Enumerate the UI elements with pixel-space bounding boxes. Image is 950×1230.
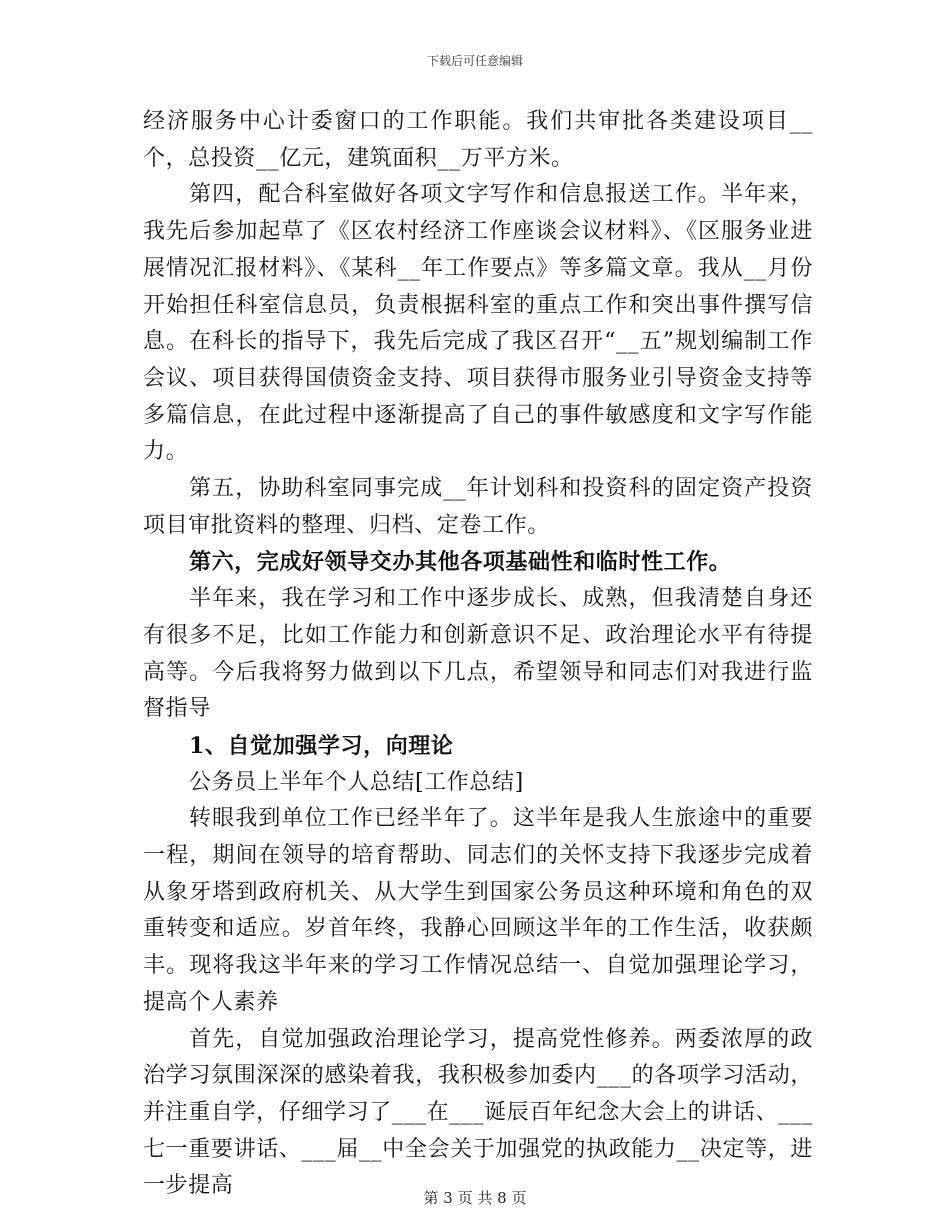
page-header: 下载后可任意编辑 (426, 54, 523, 68)
paragraph-1: 经济服务中心计委窗口的工作职能。我们共审批各类建设项目__个，总投资__亿元，建筑面积__万平方米。 (143, 109, 813, 171)
page-footer: 第 3 页 共 8 页 (423, 1189, 527, 1207)
paragraph-7-title: 公务员上半年个人总结[工作总结] (189, 769, 524, 795)
paragraph-3: 第五，协助科室同事完成__年计划科和投资科的固定资产投资项目审批资料的整理、归档、定卷工作。 (143, 476, 813, 538)
paragraph-6-heading: 1、自觉加强学习，向理论 (189, 732, 454, 759)
paragraph-8: 转眼我到单位工作已经半年了。这半年是我人生旅途中的重要一程，期间在领导的培育帮助、同志们的关怀支持下我逐步完成着从象牙塔到政府机关、从大学生到国家公务员这种环境和角色的双重转变和适应。岁首年终，我静心回顾这半年的工作生活，收获颇丰。现将我这半年来的学习工作情况总结一、自觉加强理论学习，提高个人素养 (143, 806, 813, 1015)
document-body (143, 104, 813, 1205)
paragraph-5: 半年来，我在学习和工作中逐步成长、成熟，但我清楚自身还有很多不足，比如工作能力和创新意识不足、政治理论水平有待提高等。今后我将努力做到以下几点，希望领导和同志们对我进行监督指导 (143, 586, 813, 722)
paragraph-2: 第四，配合科室做好各项文字写作和信息报送工作。半年来，我先后参加起草了《区农村经济工作座谈会议材料》、《区服务业进展情况汇报材料》、《某科__年工作要点》等多篇文章。我从__月份开始担任科室信息员，负责根据科室的重点工作和突出事件撰写信息。在科长的指导下，我先后完成了我区召开“__五”规划编制工作会议、项目获得国债资金支持、项目获得市服务业引导资金支持等多篇信息，在此过程中逐渐提高了自己的事件敏感度和文字写作能力。 (143, 182, 813, 465)
paragraph-4-heading: 第六，完成好领导交办其他各项基础性和临时性工作。 (189, 549, 732, 576)
paragraph-9: 首先，自觉加强政治理论学习，提高党性修养。两委浓厚的政治学习氛围深深的感染着我，我积极参加委内___的各项学习活动，并注重自学，仔细学习了___在___诞辰百年纪念大会上的讲话、___七一重要讲话、___届__中全会关于加强党的执政能力__决定等，进一步提高 (143, 1026, 813, 1199)
